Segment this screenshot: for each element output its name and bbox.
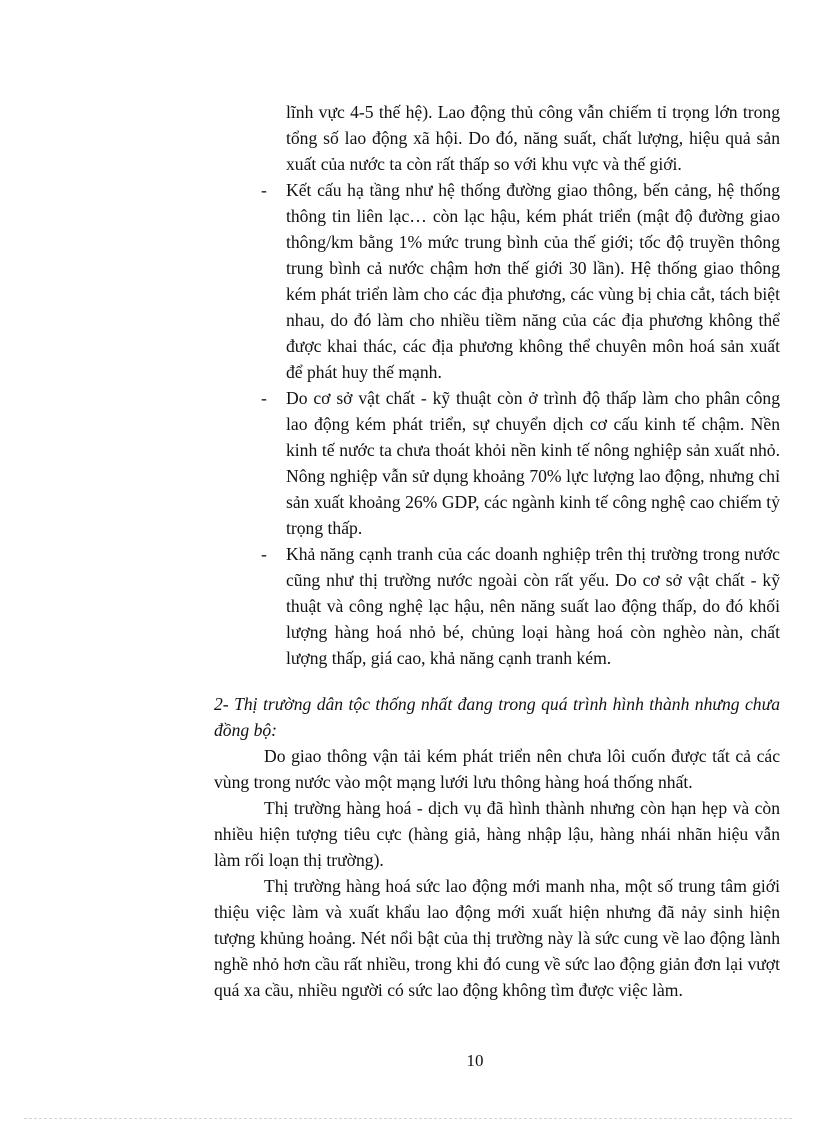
bullet-marker: -	[261, 544, 267, 564]
bullet-item-text: Kết cấu hạ tầng như hệ thống đường giao thông, bến cảng, hệ thống thông tin liên lạc… còn lạc hậu, kém phát triển (mật độ đường giao thông/km bằng 1% mức trung bình của thế giới; tốc độ truyền thông trung bình cả nước chậm hơn thế giới 30 lần). Hệ thống giao thông kém phát triển làm cho các địa phương, các vùng bị chia cắt, tách biệt nhau, do đó làm cho nhiều tiềm năng của các địa phương không thể được khai thác, các địa phương không thể chuyên môn hoá sản xuất để phát huy thế mạnh.	[286, 180, 780, 382]
section-heading: 2- Thị trường dân tộc thống nhất đang trong quá trình hình thành nhưng chưa đồng bộ:	[214, 694, 780, 740]
page-number: 10	[466, 1051, 484, 1070]
section-body	[214, 743, 780, 1003]
paragraph-goods-market: Thị trường hàng hoá - dịch vụ đã hình thành nhưng còn hạn hẹp và còn nhiều hiện tượng tiêu cực (hàng giả, hàng nhập lậu, hàng nhái nhãn hiệu vẫn làm rối loạn thị trường).	[214, 798, 780, 870]
bullet-item-text: Do cơ sở vật chất - kỹ thuật còn ở trình độ thấp làm cho phân công lao động kém phát triển, sự chuyển dịch cơ cấu kinh tế chậm. Nền kinh tế nước ta chưa thoát khỏi nền kinh tế nông nghiệp sản xuất nhỏ. Nông nghiệp vẫn sử dụng khoảng 70% lực lượng lao động, nhưng chỉ sản xuất khoảng 26% GDP, các ngành kinh tế công nghệ cao chiếm tỷ trọng thấp.	[286, 388, 780, 538]
bullet-item-competitiveness	[261, 541, 780, 671]
paragraph-labor-market: Thị trường hàng hoá sức lao động mới manh nha, một số trung tâm giới thiệu việc làm và xuất khẩu lao động mới xuất hiện nhưng đã nảy sinh hiện tượng khủng hoảng. Nét nổi bật của thị trường này là sức cung về lao động lành nghề nhỏ hơn cầu rất nhiều, trong khi đó cung về sức lao động giản đơn lại vượt quá xa cầu, nhiều người có sức lao động không tìm được việc làm.	[214, 876, 780, 1000]
bullet-item-text: Khả năng cạnh tranh của các doanh nghiệp trên thị trường trong nước cũng như thị trường nước ngoài còn rất yếu. Do cơ sở vật chất - kỹ thuật và công nghệ lạc hậu, nên năng suất lao động thấp, do đó khối lượng hàng hoá nhỏ bé, chủng loại hàng hoá còn nghèo nàn, chất lượng thấp, giá cao, khả năng cạnh tranh kém.	[286, 544, 780, 668]
bullet-marker: -	[261, 180, 267, 200]
bullet-marker: -	[261, 388, 267, 408]
page-bottom-border	[24, 1118, 792, 1119]
bullet-item-text: lĩnh vực 4-5 thế hệ). Lao động thủ công vẫn chiếm tỉ trọng lớn trong tổng số lao động xã hội. Do đó, năng suất, chất lượng, hiệu quả sản xuất của nước ta còn rất thấp so với khu vực và thế giới.	[286, 102, 780, 174]
bullet-list	[261, 99, 780, 671]
bullet-item-continued	[261, 99, 780, 177]
bullet-item-infrastructure	[261, 177, 780, 385]
bullet-item-technical-base	[261, 385, 780, 541]
paragraph-transport: Do giao thông vận tải kém phát triển nên chưa lôi cuốn được tất cả các vùng trong nước vào một mạng lưới lưu thông hàng hoá thống nhất.	[214, 746, 780, 792]
